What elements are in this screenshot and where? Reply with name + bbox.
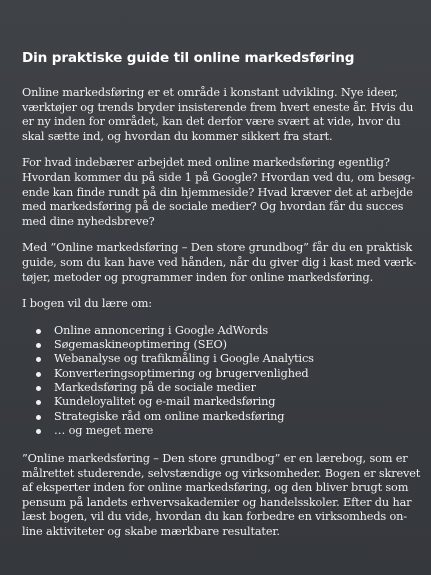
text-line: læst bogen, vil du vide, hvordan du kan forbedre en virksomheds on- [22, 510, 407, 524]
text-line: målrettet studerende, selvstændige og virksomheder. Bogen er skrevet [22, 466, 421, 480]
text-line: ”Online markedsføring – Den store grundbog” er en lærebog, som er [22, 452, 408, 466]
list-item [36, 424, 413, 438]
questions-paragraph [22, 156, 413, 229]
list-item [36, 324, 413, 338]
list-item [36, 395, 413, 409]
list-item-label: Strategiske råd om online markedsføring [54, 409, 285, 423]
list-item [36, 338, 413, 352]
list-item [36, 352, 413, 366]
page-title: Din praktiske guide til online markedsføring [22, 50, 355, 66]
list-intro: I bogen vil du lære om: [22, 297, 152, 311]
bullet-icon [36, 400, 41, 405]
topics-list [22, 324, 413, 438]
intro-paragraph [22, 86, 413, 144]
text-line: For hvad indebærer arbejdet med online markedsføring egentlig? [22, 156, 390, 170]
list-item-label: Webanalyse og trafikmåling i Google Analytics [54, 352, 314, 366]
bullet-icon [36, 343, 41, 348]
bullet-icon [36, 329, 41, 334]
text-line: værktøjer og trends bryder insisterende frem hvert eneste år. Hvis du [22, 100, 414, 114]
list-item-label: Online annoncering i Google AdWords [54, 323, 268, 337]
text-line: er ny inden for området, kan det derfor være svært at vide, hvor du [22, 115, 401, 129]
text-line: Online markedsføring er et område i konstant udvikling. Nye ideer, [22, 86, 398, 99]
text-line: ende kan finde rundt på din hjemmeside? Hvad kræver det at arbejde [22, 185, 413, 199]
text-line: Hvordan kommer du på side 1 på Google? Hvordan ved du, om besøg- [22, 170, 415, 184]
text-line: af eksperter inden for online markedsføring, og den bliver brugt som [22, 481, 409, 495]
list-item-label: Kundeloyalitet og e-mail markedsføring [54, 395, 276, 409]
guide-paragraph [22, 241, 417, 285]
list-item [36, 367, 413, 381]
bullet-icon [36, 429, 41, 434]
text-line: med markedsføring på de sociale medier? Og hvordan får du succes [22, 200, 404, 214]
list-item-label: Konverteringsoptimering og brugervenlighed [54, 366, 309, 380]
text-line: med dine nyhedsbreve? [22, 214, 155, 228]
bullet-icon [36, 386, 41, 391]
text-line: skal sætte ind, og hvordan du kommer sikkert fra start. [22, 129, 333, 143]
bullet-icon [36, 357, 41, 362]
text-line: line aktiviteter og skabe mærkbare resultater. [22, 525, 280, 539]
bullet-icon [36, 372, 41, 377]
list-item-label: … og meget mere [54, 423, 154, 437]
list-item [36, 381, 413, 395]
text-line: tøjer, metoder og programmer inden for online markedsføring. [22, 270, 374, 284]
text-line: guide, som du kan have ved hånden, når du giver dig i kast med værk- [22, 255, 417, 269]
bullet-icon [36, 415, 41, 420]
closing-paragraph [22, 452, 421, 540]
list-item-label: Søgemaskineoptimering (SEO) [54, 338, 227, 352]
text-line: Med ”Online markedsføring – Den store grundbog” får du en praktisk [22, 241, 413, 255]
list-item [36, 410, 413, 424]
text-line: pensum på landets erhvervsakademier og handelsskoler. Efter du har [22, 495, 412, 509]
list-item-label: Markedsføring på de sociale medier [54, 380, 256, 394]
